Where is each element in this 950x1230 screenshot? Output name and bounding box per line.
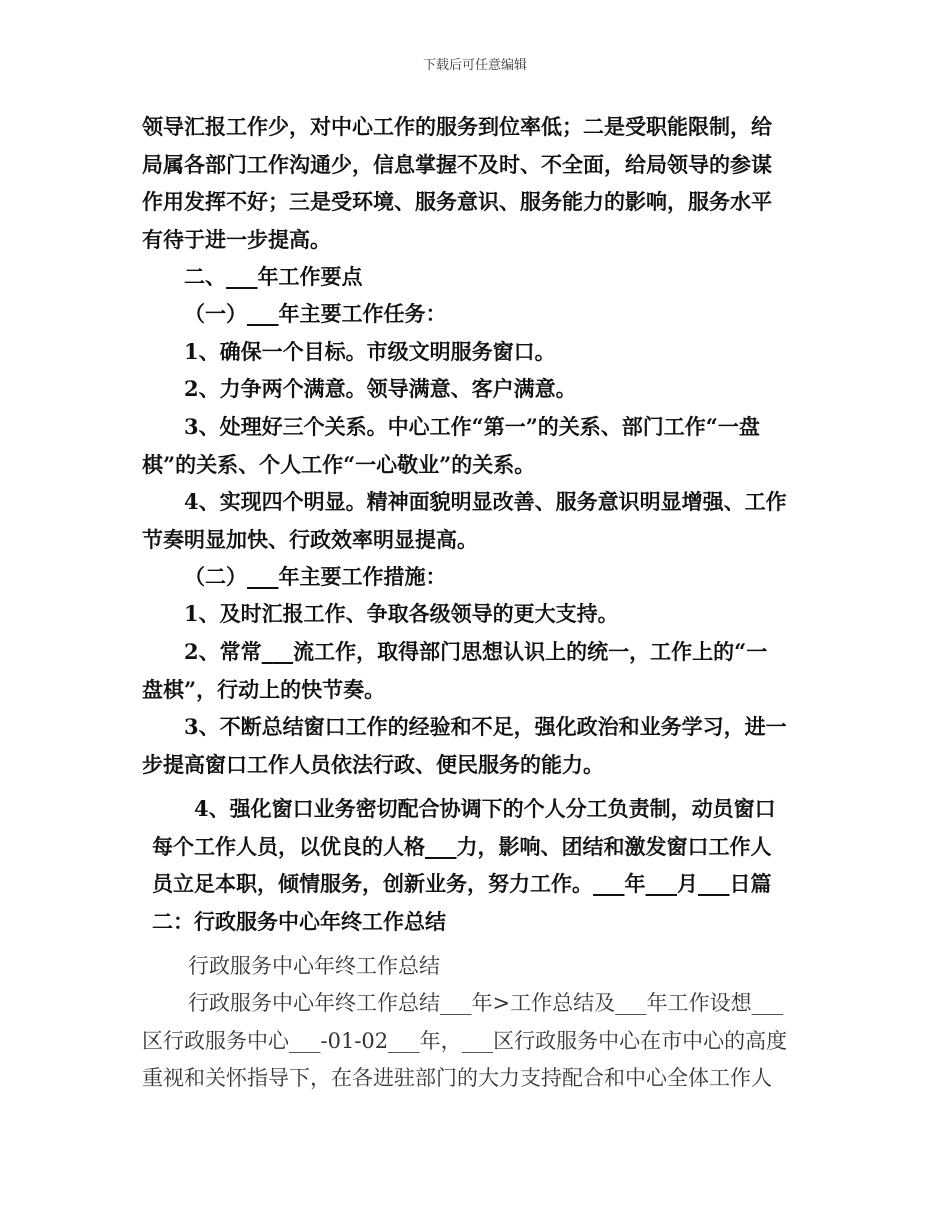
- text-line: 3、不断总结窗口工作的经验和不足，强化政治和业务学习，进一: [184, 714, 787, 739]
- text-line: 步提高窗口工作人员依法行政、便民服务的能力。: [142, 751, 604, 777]
- measure-item: [152, 790, 812, 940]
- task-item: 2、力争两个满意。领导满意、客户满意。: [184, 376, 577, 401]
- text-line: 盘棋”，行动上的快节奏。: [142, 676, 386, 702]
- text-line: 节奏明显加快、行政效率明显提高。: [142, 526, 478, 552]
- text-line: 重视和关怀指导下，在各进驻部门的大力支持配合和中心全体工作人: [142, 1066, 772, 1090]
- text-line: 4、强化窗口业务密切配合协调下的个人分工负责制，动员窗口: [194, 796, 776, 821]
- text-line: 区行政服务中心___-01-02___年，___区行政服务中心在市中心的高度: [142, 1028, 788, 1053]
- article-title: 行政服务中心年终工作总结: [188, 954, 440, 978]
- measure-item: [142, 708, 810, 783]
- subsection-heading-tasks: （一）___年主要工作任务：: [184, 301, 447, 326]
- task-item: 1、确保一个目标。市级文明服务窗口。: [184, 339, 556, 364]
- text-line: 局属各部门工作沟通少，信息掌握不及时、不全面，给局领导的参谋: [142, 151, 772, 177]
- text-line: 4、实现四个明显。精神面貌明显改善、服务意识明显增强、工作: [184, 489, 787, 514]
- page-header: 下载后可任意编辑: [422, 58, 527, 73]
- text-line: 行政服务中心年终工作总结___年>工作总结及___年工作设想___: [188, 991, 784, 1015]
- subsection-heading-measures: （二）___年主要工作措施：: [184, 564, 447, 589]
- measure-item: [142, 633, 810, 708]
- text-line: 每个工作人员，以优良的人格___力，影响、团结和激发窗口工作人: [152, 833, 772, 859]
- section-heading: 二、___年工作要点: [184, 264, 363, 289]
- task-item: [142, 483, 810, 558]
- text-line: 2、常常___流工作，取得部门思想认识上的统一，工作上的“一: [184, 639, 768, 664]
- text-line: 作用发挥不好；三是受环境、服务意识、服务能力的影响，服务水平: [142, 189, 772, 214]
- text-line: 领导汇报工作少，对中心工作的服务到位率低；二是受职能限制，给: [142, 114, 772, 139]
- paragraph-summary: [142, 108, 810, 258]
- task-item: [142, 408, 810, 483]
- text-line: 棋”的关系、个人工作“一心敬业”的关系。: [142, 451, 536, 477]
- measure-item: 1、及时汇报工作、争取各级领导的更大支持。: [184, 601, 619, 626]
- text-line: 有待于进一步提高。: [142, 226, 331, 252]
- text-line: 3、处理好三个关系。中心工作“第一”的关系、部门工作“一盘: [184, 414, 760, 439]
- text-line: 二：行政服务中心年终工作总结: [152, 908, 446, 934]
- article-body: [142, 985, 810, 1098]
- text-line: 员立足本职，倾情服务，创新业务，努力工作。___年___月___日篇: [152, 871, 772, 896]
